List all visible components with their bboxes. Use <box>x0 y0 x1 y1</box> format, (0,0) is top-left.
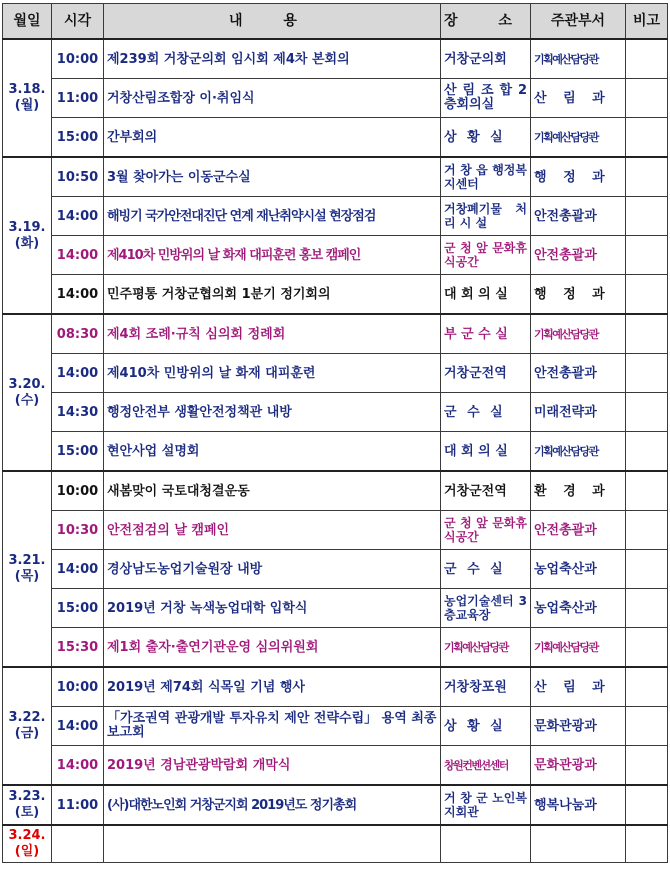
dept-cell: 기획예산담당관 <box>531 314 626 354</box>
place-cell: 부 군 수 실 <box>441 314 531 354</box>
dept-cell: 문화관광과 <box>531 707 626 746</box>
note-cell <box>626 628 668 668</box>
time-cell: 14:00 <box>52 354 104 393</box>
note-cell <box>626 393 668 432</box>
content-cell: 새봄맞이 국토대청결운동 <box>104 471 441 511</box>
table-row <box>3 236 668 275</box>
table-row <box>3 197 668 236</box>
date-cell: 3.23. (토) <box>3 785 52 825</box>
content-cell: 3월 찾아가는 이동군수실 <box>104 157 441 197</box>
date-cell: 3.18. (월) <box>3 39 52 157</box>
table-row <box>3 314 668 354</box>
time-cell: 15:00 <box>52 432 104 472</box>
table-row <box>3 471 668 511</box>
date-cell: 3.22. (금) <box>3 667 52 785</box>
header-dept: 주관부서 <box>531 4 626 40</box>
content-cell: 「가조권역 관광개발 투자유치 제안 전략수립」 용역 최종보고회 <box>104 707 441 746</box>
note-cell <box>626 275 668 315</box>
dept-cell: 행복나눔과 <box>531 785 626 825</box>
content-cell: 제4회 조례·규칙 심의회 정례회 <box>104 314 441 354</box>
content-cell: 2019년 제74회 식목일 기념 행사 <box>104 667 441 707</box>
place-cell: 군 수 실 <box>441 550 531 589</box>
note-cell <box>626 550 668 589</box>
table-row <box>3 550 668 589</box>
header-content: 내 용 <box>104 4 441 40</box>
place-cell: 군 청 앞 문화휴식공간 <box>441 236 531 275</box>
note-cell <box>626 354 668 393</box>
table-row <box>3 79 668 118</box>
content-cell: 제410차 민방위의 날 화재 대피훈련 홍보 캠페인 <box>104 236 441 275</box>
table-row <box>3 432 668 472</box>
time-cell: 14:00 <box>52 236 104 275</box>
table-row <box>3 511 668 550</box>
time-cell: 11:00 <box>52 785 104 825</box>
note-cell <box>626 589 668 628</box>
place-cell: 거 창 읍 행정복지센터 <box>441 157 531 197</box>
time-cell: 11:00 <box>52 79 104 118</box>
time-cell: 14:00 <box>52 197 104 236</box>
table-row <box>3 746 668 786</box>
note-cell <box>626 118 668 158</box>
place-cell: 거창군의회 <box>441 39 531 79</box>
dept-cell: 문화관광과 <box>531 746 626 786</box>
content-cell: 행정안전부 생활안전정책관 내방 <box>104 393 441 432</box>
content-cell: (사)대한노인회 거창군지회 2019년도 정기총회 <box>104 785 441 825</box>
content-cell: 2019년 거창 녹색농업대학 입학식 <box>104 589 441 628</box>
dept-cell: 기획예산담당관 <box>531 432 626 472</box>
note-cell <box>626 39 668 79</box>
content-cell: 제410차 민방위의 날 화재 대피훈련 <box>104 354 441 393</box>
time-cell: 10:00 <box>52 667 104 707</box>
note-cell <box>626 157 668 197</box>
dept-cell: 산 림 과 <box>531 667 626 707</box>
time-cell: 14:00 <box>52 550 104 589</box>
note-cell <box>626 471 668 511</box>
place-cell: 산 림 조 합 2층회의실 <box>441 79 531 118</box>
note-cell <box>626 432 668 472</box>
table-row <box>3 667 668 707</box>
note-cell <box>626 707 668 746</box>
table-row <box>3 275 668 315</box>
dept-cell <box>531 825 626 863</box>
note-cell <box>626 511 668 550</box>
dept-cell: 안전총괄과 <box>531 354 626 393</box>
note-cell <box>626 785 668 825</box>
content-cell: 현안사업 설명회 <box>104 432 441 472</box>
time-cell: 14:00 <box>52 707 104 746</box>
dept-cell: 미래전략과 <box>531 393 626 432</box>
date-cell: 3.24. (일) <box>3 825 52 863</box>
note-cell <box>626 746 668 786</box>
table-row <box>3 118 668 158</box>
note-cell <box>626 197 668 236</box>
note-cell <box>626 825 668 863</box>
place-cell: 창원컨벤션센터 <box>441 746 531 786</box>
time-cell: 15:00 <box>52 118 104 158</box>
content-cell <box>104 825 441 863</box>
place-cell: 거창군전역 <box>441 471 531 511</box>
place-cell: 거창폐기물 처 리 시 설 <box>441 197 531 236</box>
dept-cell: 기획예산담당관 <box>531 628 626 668</box>
time-cell: 14:00 <box>52 275 104 315</box>
place-cell: 거창창포원 <box>441 667 531 707</box>
table-row <box>3 707 668 746</box>
date-cell: 3.19. (화) <box>3 157 52 314</box>
table-row <box>3 157 668 197</box>
header-row <box>3 4 668 40</box>
content-cell: 경상남도농업기술원장 내방 <box>104 550 441 589</box>
time-cell <box>52 825 104 863</box>
dept-cell: 안전총괄과 <box>531 511 626 550</box>
table-row <box>3 39 668 79</box>
content-cell: 제1회 출자·출연기관운영 심의위원회 <box>104 628 441 668</box>
content-cell: 2019년 경남관광박람회 개막식 <box>104 746 441 786</box>
header-note: 비고 <box>626 4 668 40</box>
dept-cell: 환 경 과 <box>531 471 626 511</box>
place-cell: 군 수 실 <box>441 393 531 432</box>
time-cell: 08:30 <box>52 314 104 354</box>
dept-cell: 산 림 과 <box>531 79 626 118</box>
dept-cell: 농업축산과 <box>531 550 626 589</box>
note-cell <box>626 667 668 707</box>
header-place: 장 소 <box>441 4 531 40</box>
time-cell: 10:00 <box>52 39 104 79</box>
date-cell: 3.21. (목) <box>3 471 52 667</box>
content-cell: 거창산림조합장 이·취임식 <box>104 79 441 118</box>
dept-cell: 행 정 과 <box>531 157 626 197</box>
place-cell: 대 회 의 실 <box>441 275 531 315</box>
place-cell <box>441 825 531 863</box>
content-cell: 해빙기 국가안전대진단 연계 재난취약시설 현장점검 <box>104 197 441 236</box>
time-cell: 10:30 <box>52 511 104 550</box>
time-cell: 10:00 <box>52 471 104 511</box>
table-row <box>3 354 668 393</box>
dept-cell: 기획예산담당관 <box>531 39 626 79</box>
time-cell: 15:30 <box>52 628 104 668</box>
dept-cell: 농업축산과 <box>531 589 626 628</box>
note-cell <box>626 79 668 118</box>
dept-cell: 기획예산담당관 <box>531 118 626 158</box>
table-row <box>3 825 668 863</box>
place-cell: 군 청 앞 문화휴식공간 <box>441 511 531 550</box>
dept-cell: 안전총괄과 <box>531 236 626 275</box>
table-row <box>3 589 668 628</box>
content-cell: 제239회 거창군의회 임시회 제4차 본회의 <box>104 39 441 79</box>
schedule-table <box>2 3 668 863</box>
time-cell: 15:00 <box>52 589 104 628</box>
time-cell: 10:50 <box>52 157 104 197</box>
place-cell: 상 황 실 <box>441 707 531 746</box>
time-cell: 14:30 <box>52 393 104 432</box>
place-cell: 상 황 실 <box>441 118 531 158</box>
header-time: 시각 <box>52 4 104 40</box>
content-cell: 간부회의 <box>104 118 441 158</box>
table-row <box>3 628 668 668</box>
note-cell <box>626 236 668 275</box>
dept-cell: 행 정 과 <box>531 275 626 315</box>
place-cell: 거 창 군 노인복지회관 <box>441 785 531 825</box>
note-cell <box>626 314 668 354</box>
place-cell: 대 회 의 실 <box>441 432 531 472</box>
date-cell: 3.20. (수) <box>3 314 52 471</box>
table-row <box>3 785 668 825</box>
content-cell: 안전점검의 날 캠페인 <box>104 511 441 550</box>
table-row <box>3 393 668 432</box>
dept-cell: 안전총괄과 <box>531 197 626 236</box>
place-cell: 거창군전역 <box>441 354 531 393</box>
time-cell: 14:00 <box>52 746 104 786</box>
content-cell: 민주평통 거창군협의회 1분기 정기회의 <box>104 275 441 315</box>
header-date: 월일 <box>3 4 52 40</box>
place-cell: 농업기술센터 3층교육장 <box>441 589 531 628</box>
place-cell: 기획예산담당관 <box>441 628 531 668</box>
